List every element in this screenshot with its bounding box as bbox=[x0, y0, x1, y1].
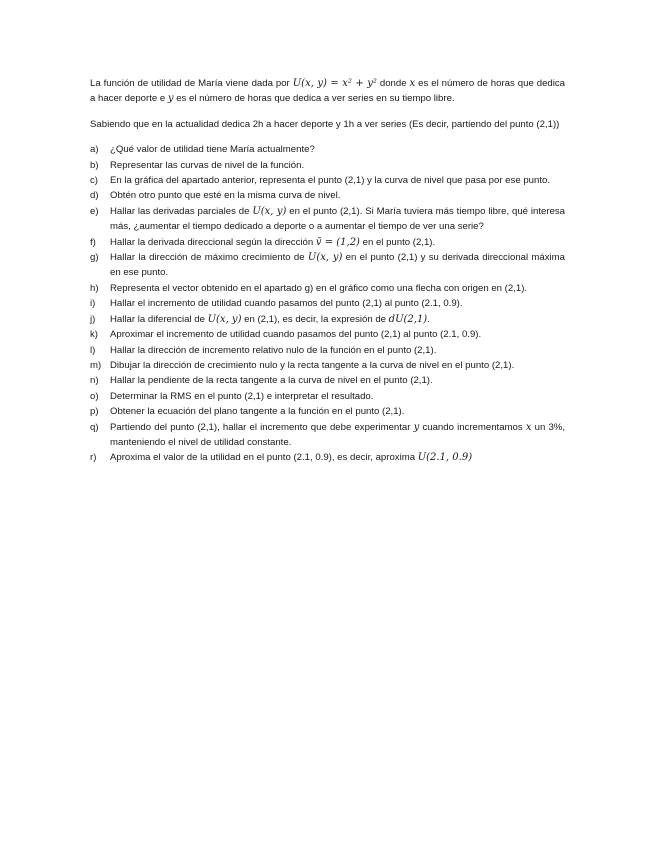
question-item bbox=[90, 312, 565, 327]
question-text: Aproxima el valor de la utilidad en el punto (2.1, 0.9), es decir, aproxima bbox=[110, 452, 418, 464]
question-letter: r) bbox=[90, 452, 97, 464]
question-item bbox=[90, 420, 565, 451]
question-item bbox=[90, 296, 565, 311]
question-item bbox=[90, 373, 565, 388]
question-letter: e) bbox=[90, 205, 99, 217]
question-text: . bbox=[427, 313, 430, 325]
question-item bbox=[90, 450, 565, 465]
question-text: Hallar las derivadas parciales de bbox=[110, 205, 253, 217]
question-text: Aproximar el incremento de utilidad cuando pasamos del punto (2,1) al punto (2.1, 0.9). bbox=[110, 329, 482, 341]
question-letter: p) bbox=[90, 406, 99, 418]
question-letter: b) bbox=[90, 159, 99, 171]
variable-y: y bbox=[167, 93, 174, 105]
question-text: Obtener la ecuación del plano tangente a la función en el punto (2,1). bbox=[110, 406, 405, 418]
question-text: Hallar la pendiente de la recta tangente a la curva de nivel en el punto (2,1). bbox=[110, 375, 433, 387]
question-letter: l) bbox=[90, 344, 96, 356]
question-letter: k) bbox=[90, 329, 98, 341]
question-letter: h) bbox=[90, 282, 99, 294]
question-text: Obtén otro punto que esté en la misma curva de nivel. bbox=[110, 190, 341, 202]
question-letter: q) bbox=[90, 421, 99, 433]
question-text: en (2,1), es decir, la expresión de bbox=[241, 313, 389, 325]
question-item bbox=[90, 158, 565, 173]
question-item bbox=[90, 188, 565, 203]
question-text: en el punto (2,1) y su derivada direccional máxima en ese punto. bbox=[110, 252, 565, 279]
question-item bbox=[90, 250, 565, 281]
question-text: cuando incrementamos bbox=[419, 421, 526, 433]
question-text: Hallar la dirección de máximo crecimiento de bbox=[110, 252, 308, 264]
question-letter: f) bbox=[90, 236, 96, 248]
question-text: Hallar la derivada direccional según la dirección bbox=[110, 236, 316, 248]
question-letter: c) bbox=[90, 175, 98, 187]
question-item bbox=[90, 281, 565, 296]
question-letter: n) bbox=[90, 375, 99, 387]
question-text: Representa el vector obtenido en el apartado g) en el gráfico como una flecha con origen en (2,1). bbox=[110, 282, 528, 294]
math-expression: v̄ = (1,2) bbox=[315, 236, 360, 248]
question-text: Representar las curvas de nivel de la función. bbox=[110, 159, 305, 171]
question-text: Hallar la diferencial de bbox=[110, 313, 208, 325]
intro-paragraph bbox=[90, 76, 565, 107]
question-item bbox=[90, 173, 565, 188]
math-expression: x bbox=[525, 421, 532, 433]
document-content bbox=[90, 76, 565, 466]
question-text: Hallar el incremento de utilidad cuando pasamos del punto (2,1) al punto (2.1, 0.9). bbox=[110, 298, 463, 310]
question-item bbox=[90, 389, 565, 404]
math-expression: U(x, y) bbox=[307, 252, 343, 264]
question-text: en el punto (2,1). bbox=[359, 236, 436, 248]
question-item bbox=[90, 327, 565, 342]
question-letter: a) bbox=[90, 144, 99, 156]
intro-text-d: es el número de horas que dedica a ver series en su tiempo libre. bbox=[173, 93, 455, 105]
question-letter: i) bbox=[90, 298, 96, 310]
math-expression: y bbox=[413, 421, 420, 433]
question-text: ¿Qué valor de utilidad tiene María actualmente? bbox=[110, 144, 315, 156]
math-expression: dU(2,1) bbox=[388, 313, 428, 325]
question-item bbox=[90, 235, 565, 250]
math-expression: U(2.1, 0.9) bbox=[417, 452, 473, 464]
utility-function-formula: U(x, y) = x² + y² bbox=[292, 78, 377, 89]
intro-text-a: La función de utilidad de María viene dada por bbox=[90, 78, 293, 89]
math-expression: U(x, y) bbox=[252, 205, 287, 217]
question-letter: m) bbox=[90, 359, 102, 371]
question-item bbox=[90, 343, 565, 358]
question-text: Determinar la RMS en el punto (2,1) e interpretar el resultado. bbox=[110, 390, 374, 402]
question-text: Dibujar la dirección de crecimiento nulo y la recta tangente a la curva de nivel en el punto (2,1). bbox=[110, 359, 515, 371]
intro-text-b: donde bbox=[376, 78, 410, 89]
question-letter: d) bbox=[90, 190, 99, 202]
question-text: en el punto (2,1). Si María tuviera más tiempo libre, qué interesa más, ¿aumentar el tiempo dedicado a deporte o a aumentar el tiempo de ver una serie? bbox=[110, 205, 565, 233]
question-letter: g) bbox=[90, 252, 99, 264]
math-expression: U(x, y) bbox=[207, 313, 242, 325]
context-paragraph: Sabiendo que en la actualidad dedica 2h a hacer deporte y 1h a ver series (Es decir, partiendo del punto (2,1)) bbox=[90, 118, 560, 130]
question-text: un 3%, manteniendo el nivel de utilidad constante. bbox=[110, 421, 565, 448]
question-item bbox=[90, 358, 565, 373]
question-item bbox=[90, 404, 565, 419]
question-text: Partiendo del punto (2,1), hallar el incremento que debe experimentar bbox=[110, 421, 414, 433]
question-letter: j) bbox=[90, 313, 96, 325]
question-text: Hallar la dirección de incremento relativo nulo de la función en el punto (2,1). bbox=[110, 344, 437, 356]
question-text: En la gráfica del apartado anterior, representa el punto (2,1) y la curva de nivel que pasa por ese punto. bbox=[110, 175, 550, 187]
question-item bbox=[90, 204, 565, 235]
variable-x: x bbox=[409, 78, 416, 89]
question-list bbox=[90, 142, 565, 466]
question-letter: o) bbox=[90, 390, 99, 402]
question-item bbox=[90, 142, 565, 157]
intro-text-c: es el número de horas que dedica a hacer deporte e bbox=[90, 78, 566, 105]
